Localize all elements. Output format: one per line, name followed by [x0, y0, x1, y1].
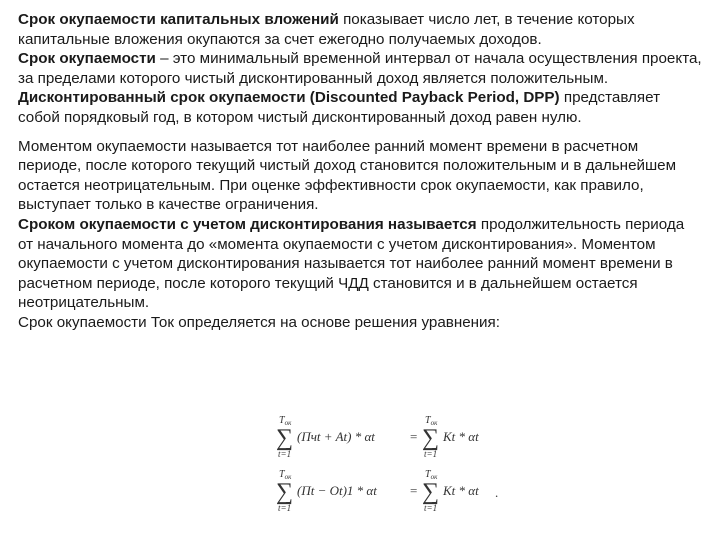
equation-1-left: (Пчt + At) * αt: [297, 429, 375, 444]
paragraph-payback-moment: Моментом окупаемости называется тот наиболее ранний момент времени в расчетном периоде, после которого текущий чистый доход становится положительным и в дальнейшем остается неотрицательным. При оценке эффективности срок окупаемости, как правило, выступает только в качестве ограничения.: [18, 137, 677, 214]
payback-moment-block: [18, 137, 702, 333]
definition-text: – это минимальный временной интервал от начала осуществления проекта, за пределами которого чистый дисконтированный доход является положительным.: [18, 50, 702, 87]
definition-text: продолжительность периода от начального момента до «момента окупаемости с учетом дисконтирования». Моментом окупаемости с учетом дисконтирования называется тот наиболее ранний момент времени в расчетном периоде, после которого текущий ЧДД становится и в дальнейшем остается неотрицательным.: [18, 215, 685, 312]
term-discounted-payback: Сроком окупаемости с учетом дисконтирования называется: [18, 215, 477, 233]
trailing-dot: .: [495, 485, 499, 500]
sigma-icon: ∑: [422, 425, 440, 451]
paragraph-payback-capital: [18, 10, 702, 49]
equation-figure: [270, 413, 530, 523]
paragraph-discounted-payback: [18, 215, 702, 313]
paragraph-equation-intro: Срок окупаемости Ток определяется на основе решения уравнения:: [18, 313, 500, 331]
definitions-block: [18, 10, 702, 128]
sum-upper-limit: $T_{ок}$: [425, 415, 438, 427]
equation-2-right: Kt * αt: [443, 483, 479, 498]
equation-1-right: Kt * αt: [443, 429, 479, 444]
sum-lower-limit: t=1: [424, 503, 438, 513]
term-payback-period: Срок окупаемости: [18, 50, 156, 68]
payback-equations: [270, 413, 530, 523]
equation-1: [276, 415, 479, 459]
equals-sign: =: [410, 429, 418, 444]
sum-lower-limit: t=1: [278, 503, 292, 513]
definition-text: представляет собой порядковый год, в котором чистый дисконтированный доход равен нулю.: [18, 89, 661, 126]
sigma-icon: ∑: [276, 479, 294, 505]
term-dpp: Дисконтированный срок окупаемости (Discounted Payback Period, DPP): [18, 89, 560, 107]
sum-upper-limit: $T_{ок}$: [279, 469, 292, 481]
definition-text: показывает число лет, в течение которых капитальные вложения окупаются за счет ежегодно получаемых доходов.: [18, 11, 635, 48]
equation-2-left: (Пt − Ot)1 * αt: [297, 483, 377, 498]
term-payback-capital: Срок окупаемости капитальных вложений: [18, 11, 339, 28]
sigma-icon: ∑: [276, 425, 294, 451]
sum-lower-limit: t=1: [424, 449, 438, 459]
equation-2: [276, 469, 498, 513]
sum-lower-limit: t=1: [278, 449, 292, 459]
sum-upper-limit: $T_{ок}$: [279, 415, 292, 427]
sum-upper-limit: $T_{ок}$: [425, 469, 438, 481]
sigma-icon: ∑: [422, 479, 440, 505]
equals-sign: =: [410, 483, 418, 498]
paragraph-dpp: [18, 88, 702, 127]
paragraph-payback-period: [18, 49, 702, 88]
